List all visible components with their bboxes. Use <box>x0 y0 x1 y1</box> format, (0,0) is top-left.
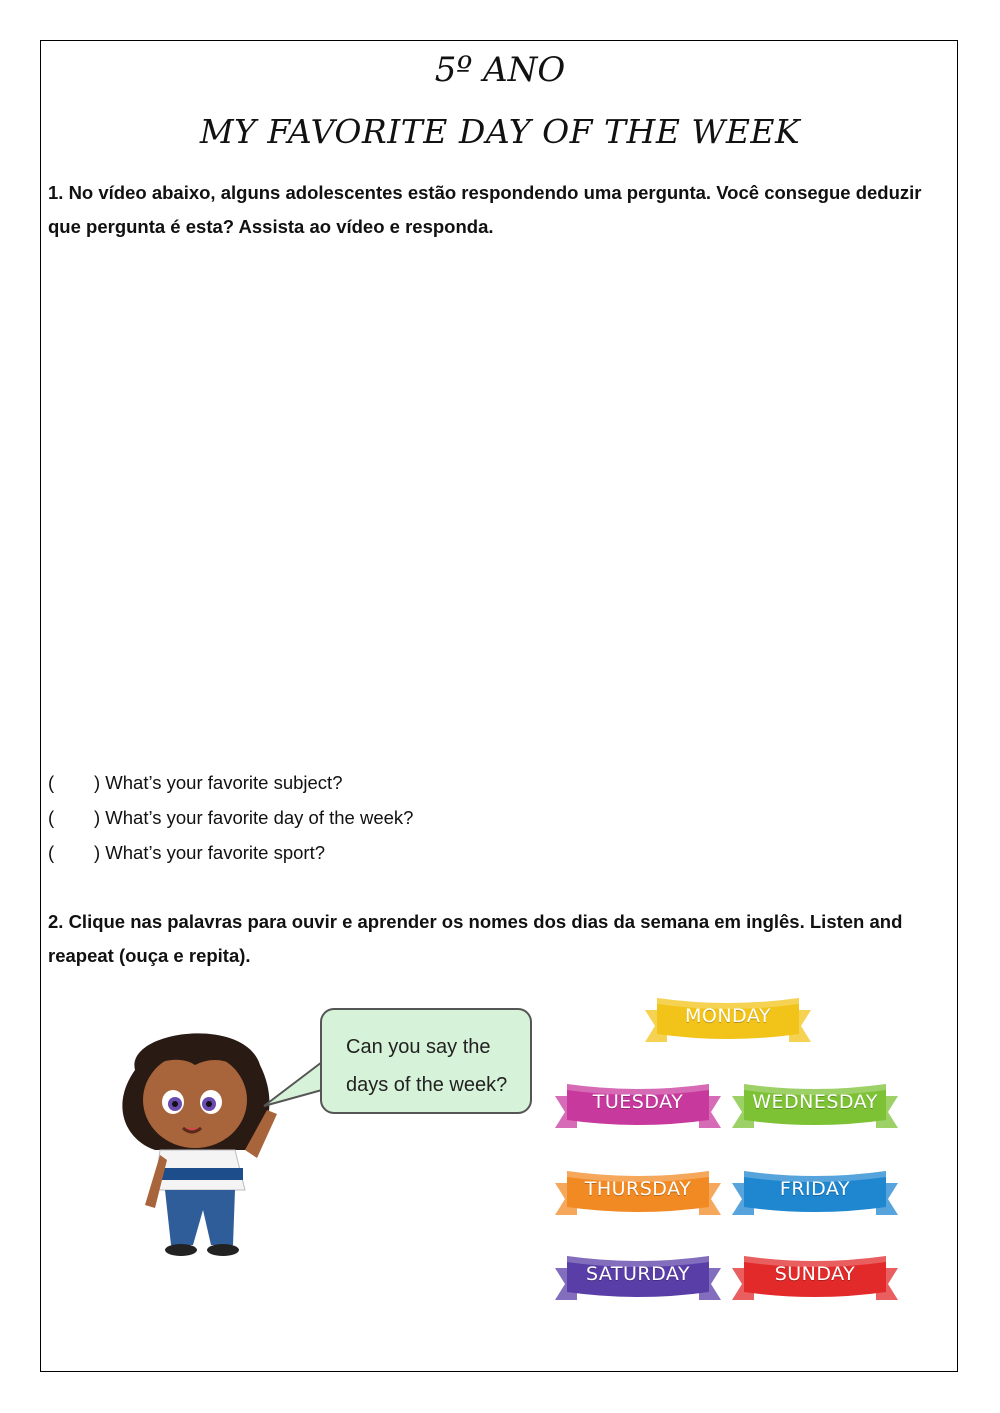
day-label: TUESDAY <box>592 1091 684 1113</box>
day-label: THURSDAY <box>584 1178 692 1200</box>
speech-bubble-line-2: days of the week? <box>346 1074 508 1096</box>
day-label: FRIDAY <box>779 1178 851 1200</box>
answer-option-day[interactable] <box>48 807 413 829</box>
day-label: SATURDAY <box>585 1263 691 1285</box>
grade-title: 5º ANO <box>434 50 566 90</box>
day-banner-sunday[interactable] <box>730 1250 900 1306</box>
day-banner-tuesday[interactable] <box>553 1078 723 1134</box>
page-title: MY FAVORITE DAY OF THE WEEK <box>199 112 801 151</box>
girl-illustration <box>95 1010 305 1260</box>
day-banner-monday[interactable] <box>643 992 813 1048</box>
day-banner-friday[interactable] <box>730 1165 900 1221</box>
answer-option-subject[interactable] <box>48 772 343 794</box>
day-banner-saturday[interactable] <box>553 1250 723 1306</box>
day-label: WEDNESDAY <box>752 1091 878 1113</box>
day-label: SUNDAY <box>774 1263 856 1285</box>
day-label: MONDAY <box>685 1005 771 1027</box>
speech-bubble-line-1: Can you say the <box>346 1036 491 1058</box>
question-1-text: 1. No vídeo abaixo, alguns adolescentes estão respondendo uma pergunta. Você consegue deduzir que pergunta é esta? Assista ao vídeo e responda. <box>48 182 922 237</box>
answer-checkbox[interactable]: ( <box>48 842 55 863</box>
answer-option-label: ) What’s your favorite sport? <box>94 842 325 863</box>
answer-checkbox[interactable]: ( <box>48 807 55 828</box>
video-embed-area[interactable] <box>48 250 948 750</box>
answer-option-sport[interactable] <box>48 842 325 864</box>
speech-bubble <box>320 1008 532 1114</box>
answer-option-label: ) What’s your favorite subject? <box>94 772 343 793</box>
answer-option-label: ) What’s your favorite day of the week? <box>94 807 414 828</box>
answer-checkbox[interactable]: ( <box>48 772 55 793</box>
question-2-text: 2. Clique nas palavras para ouvir e aprender os nomes dos dias da semana em inglês. Listen and reapeat (ouça e repita). <box>48 911 903 966</box>
day-banner-wednesday[interactable] <box>730 1078 900 1134</box>
day-banner-thursday[interactable] <box>553 1165 723 1221</box>
